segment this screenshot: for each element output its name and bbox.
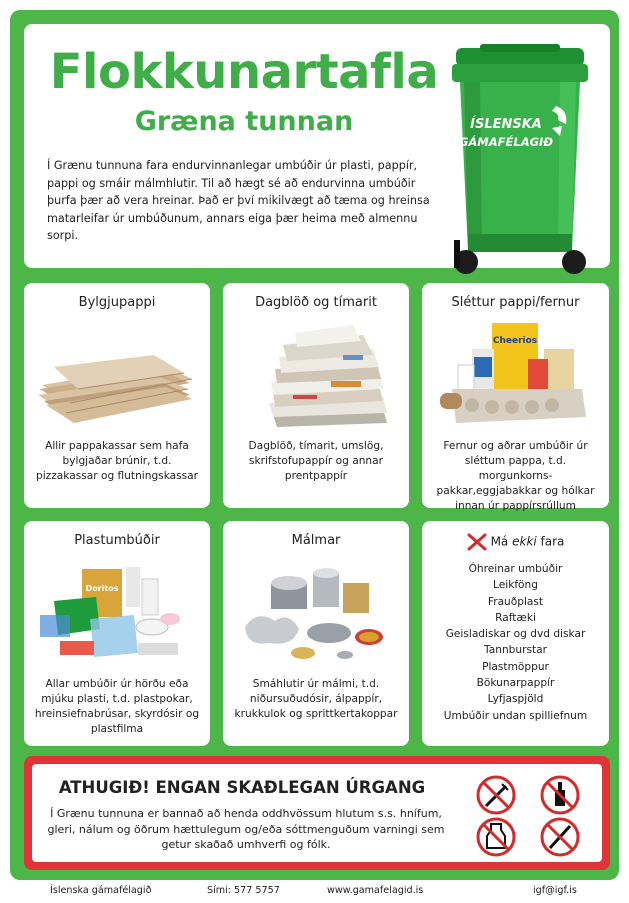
page-subtitle: Græna tunnan bbox=[134, 106, 354, 137]
tile-description: Fernur og aðrar umbúðir úr sléttum pappa, t.d. morgunkorns-pakkar,eggjabakkar og hólkar innan úr pappírsrúllum bbox=[436, 440, 595, 512]
list-item: Plastmöppur bbox=[482, 660, 549, 673]
tile-title: Sléttur pappi/fernur bbox=[451, 295, 580, 310]
tile-title: Plastumbúðir bbox=[74, 533, 160, 548]
plastic-packaging-image bbox=[34, 557, 194, 665]
prohibited-items-icons bbox=[472, 774, 592, 858]
bag-label: Doritos bbox=[85, 584, 119, 593]
metal-items-image bbox=[233, 557, 393, 665]
intro-text: Í Grænu tunnuna fara endurvinnanlegar umbúðir úr plasti, pappír, pappi og smáir málmhlutir. Til að hægt sé að endurvinna umbúðir þurfa þær að vera hreinar. Það er því mikilvægt að tæma og hreinsa matarleifar úr umbúðunum, annars eiga þær heima með almennu sorpi. bbox=[47, 159, 430, 242]
no-syringe-icon bbox=[478, 777, 514, 813]
tile-ma-ekki-fara bbox=[422, 521, 609, 746]
tile-title: Málmar bbox=[291, 533, 341, 548]
footer-email[interactable]: igf@igf.is bbox=[533, 885, 577, 896]
no-knife-icon bbox=[542, 819, 578, 855]
tile-description: Smáhlutir úr málmi, t.d. niðursuðudósir, álpappír, krukkulok og sprittkertakoppar bbox=[234, 678, 398, 720]
list-item: Óhreinar umbúðir bbox=[468, 563, 563, 575]
warning-text: Í Grænu tunnuna er bannað að henda oddhvössum hlutum s.s. hnífum, gleri, nálum og öðrum hættulegum og/eða sóttmenguðum varningi sem getur skaðað umhverfi og fólk. bbox=[47, 807, 445, 851]
warning-inner bbox=[32, 764, 602, 862]
red-x-icon bbox=[467, 533, 487, 551]
cartons-image bbox=[432, 319, 592, 427]
list-item: Geisladiskar og dvd diskar bbox=[445, 628, 586, 641]
tile-malmar bbox=[223, 521, 409, 746]
list-item: Bökunarpappír bbox=[476, 677, 555, 690]
footer-website[interactable]: www.gamafelagid.is bbox=[327, 885, 424, 896]
header-card bbox=[24, 24, 610, 268]
tile-description: Dagblöð, tímarit, umslög, skrifstofupappír og annar prentpappír bbox=[248, 440, 384, 482]
footer bbox=[0, 885, 629, 901]
tile-dagblod bbox=[223, 283, 409, 508]
list-item: Tannburstar bbox=[484, 644, 547, 657]
newspapers-image bbox=[233, 319, 393, 427]
list-item: Frauðplast bbox=[487, 595, 544, 608]
bin-logo-line1: ÍSLENSKA bbox=[470, 117, 542, 132]
list-item: Leikföng bbox=[493, 579, 538, 592]
page-title: Flokkunartafla bbox=[49, 44, 439, 100]
list-item: Raftæki bbox=[495, 611, 536, 624]
not-allowed-emph: ekki bbox=[512, 534, 537, 549]
tile-title: Bylgjupappi bbox=[78, 295, 156, 310]
tile-title: Dagblöð og tímarit bbox=[255, 295, 377, 310]
warning-title: ATHUGIÐ! ENGAN SKAÐLEGAN ÚRGANG bbox=[58, 778, 426, 797]
bin-logo-line2: GÁMAFÉLAGIÐ bbox=[458, 135, 554, 149]
not-allowed-list bbox=[422, 561, 609, 724]
tile-slettur-pappi bbox=[422, 283, 609, 512]
footer-company: Íslenska gámafélagið bbox=[50, 885, 152, 896]
no-chemical-bottle-icon bbox=[478, 819, 514, 855]
list-item: Lyfjaspjöld bbox=[487, 693, 544, 706]
tile-description: Allar umbúðir úr hörðu eða mjúku plasti, t.d. plastpokar, hreinsiefnabrúsar, skyrdósir og plastfilma bbox=[34, 678, 200, 735]
corrugated-cardboard-image bbox=[34, 319, 194, 427]
list-item: Umbúðir undan spilliefnum bbox=[443, 709, 588, 722]
not-allowed-prefix: Má bbox=[490, 534, 513, 549]
tile-plastumbudir bbox=[24, 521, 210, 746]
tile-bylgjupappi bbox=[24, 283, 210, 508]
tile-description: Allir pappakassar sem hafa bylgjaðar brúnir, t.d. pizzakassar og flutningskassar bbox=[35, 440, 199, 482]
carton-label: Cheerios bbox=[492, 336, 538, 346]
green-bin-illustration bbox=[450, 44, 590, 276]
footer-phone: Sími: 577 5757 bbox=[207, 885, 280, 896]
no-glass-bottle-icon bbox=[542, 777, 578, 813]
not-allowed-title bbox=[422, 533, 609, 551]
warning-box bbox=[24, 756, 610, 870]
not-allowed-suffix: fara bbox=[536, 534, 565, 549]
